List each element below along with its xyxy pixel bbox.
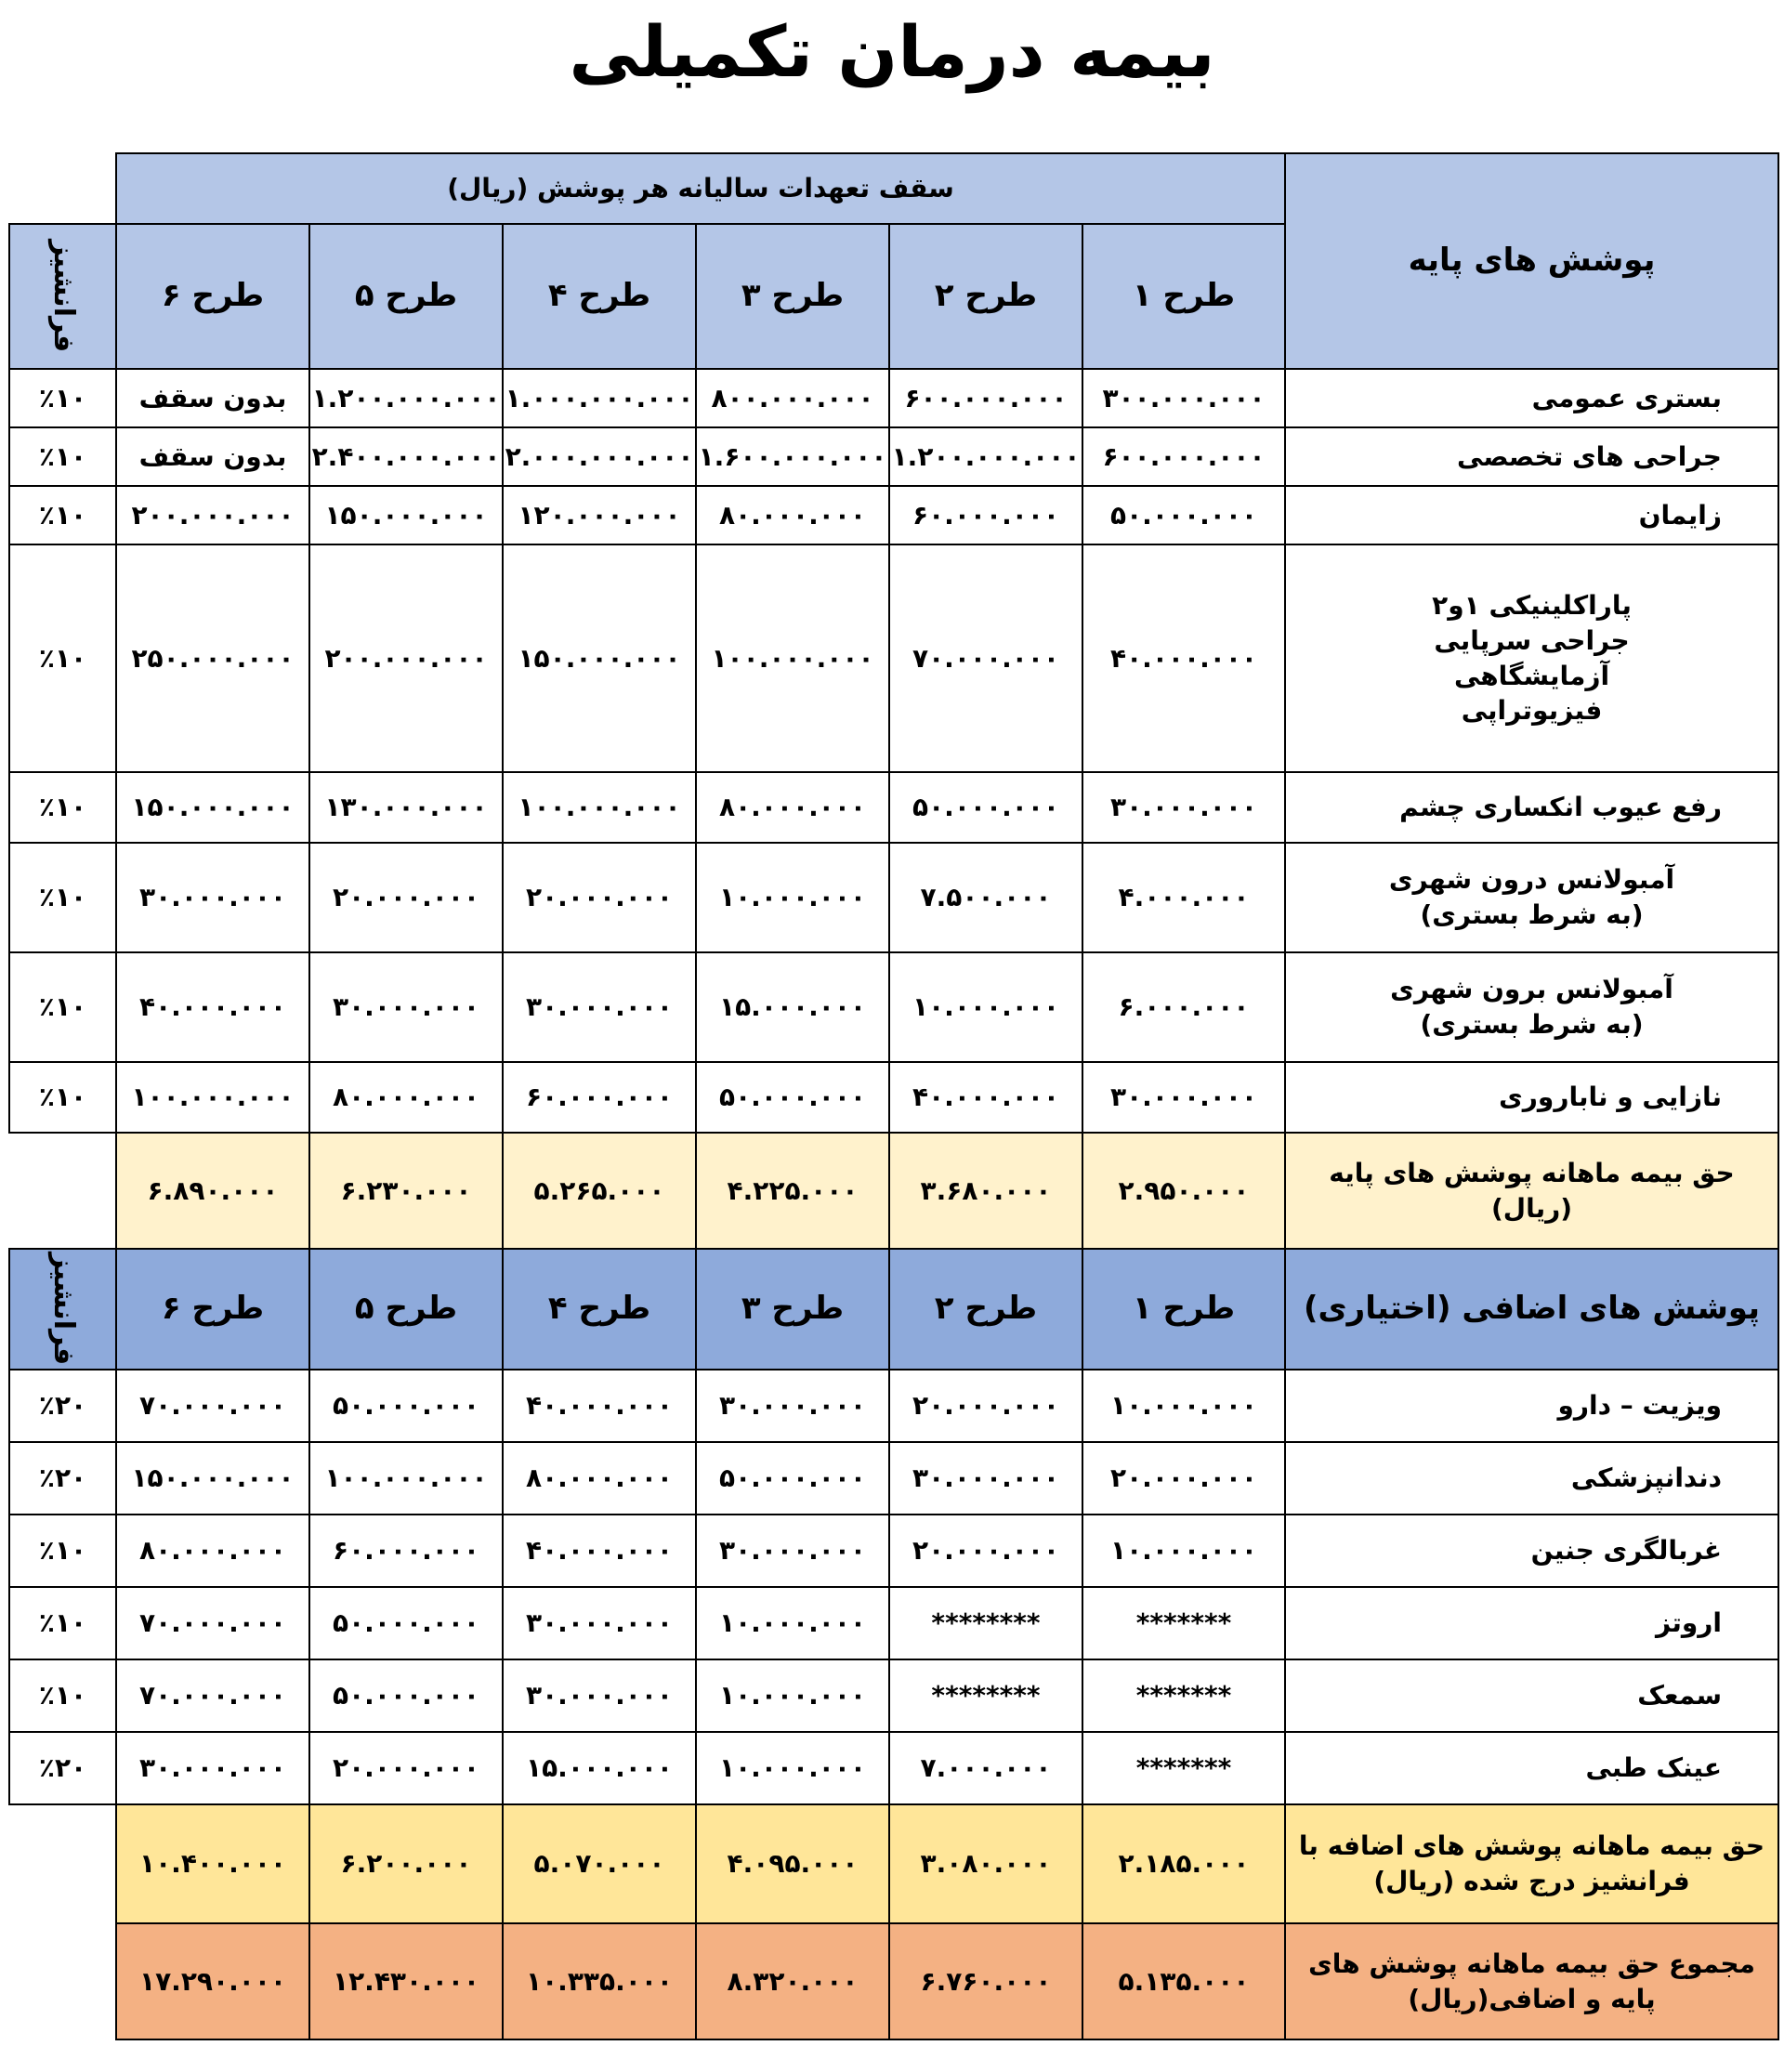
plan-header: طرح ۲ bbox=[888, 223, 1083, 370]
ceiling-value: ۲.۰۰۰.۰۰۰.۰۰۰ bbox=[502, 426, 697, 487]
ceiling-value: ۱۰.۰۰۰.۰۰۰ bbox=[1082, 1369, 1286, 1443]
franchise-value: ٪۱۰ bbox=[8, 771, 117, 844]
extra-premium-value: ۳.۰۸۰.۰۰۰ bbox=[888, 1803, 1083, 1924]
coverage-name bbox=[1284, 1061, 1779, 1134]
franchise-value: ٪۱۰ bbox=[8, 1586, 117, 1660]
total-premium-label-line: پایه و اضافی(ریال) bbox=[1408, 1983, 1656, 2014]
ceiling-value: ۶۰.۰۰۰.۰۰۰ bbox=[888, 485, 1083, 545]
coverage-name: دندانپزشکی bbox=[1284, 1441, 1779, 1515]
ceiling-value: ۲۰.۰۰۰.۰۰۰ bbox=[888, 1514, 1083, 1588]
franchise-value: ٪۱۰ bbox=[8, 1659, 117, 1733]
ceiling-value: ۷۰.۰۰۰.۰۰۰ bbox=[115, 1586, 310, 1660]
ceiling-value: ۱۰۰.۰۰۰.۰۰۰ bbox=[115, 1061, 310, 1134]
total-premium-value: ۱۰.۳۳۵.۰۰۰ bbox=[502, 1922, 697, 2040]
ceiling-value: ۱۵۰.۰۰۰.۰۰۰ bbox=[115, 771, 310, 844]
ceiling-value: ۸۰.۰۰۰.۰۰۰ bbox=[502, 1441, 697, 1515]
franchise-value: ٪۱۰ bbox=[8, 951, 117, 1063]
ceiling-value: ۱۰۰.۰۰۰.۰۰۰ bbox=[502, 771, 697, 844]
coverage-name-line: آزمایشگاهی bbox=[1453, 660, 1610, 691]
base-premium-value: ۶.۲۳۰.۰۰۰ bbox=[308, 1132, 504, 1250]
ceiling-value: ۴۰.۰۰۰.۰۰۰ bbox=[115, 951, 310, 1063]
plan-header: طرح ۳ bbox=[695, 1248, 890, 1370]
ceiling-value: ۴۰.۰۰۰.۰۰۰ bbox=[502, 1369, 697, 1443]
plan-header: طرح ۴ bbox=[502, 1248, 697, 1370]
coverage-name: غربالگری جنین bbox=[1284, 1514, 1779, 1588]
ceiling-value: ******** bbox=[888, 1586, 1083, 1660]
ceiling-value: ۲۰.۰۰۰.۰۰۰ bbox=[308, 842, 504, 953]
coverage-name-line: بستری عمومی bbox=[1531, 382, 1722, 413]
coverage-name-line: (به شرط بستری) bbox=[1420, 1009, 1644, 1040]
ceiling-value: ۱۵۰.۰۰۰.۰۰۰ bbox=[308, 485, 504, 545]
coverage-name: سمعک bbox=[1284, 1659, 1779, 1733]
ceiling-value: ۷۰.۰۰۰.۰۰۰ bbox=[888, 544, 1083, 773]
ceiling-value: ۱۲۰.۰۰۰.۰۰۰ bbox=[502, 485, 697, 545]
ceiling-value: ۴.۰۰۰.۰۰۰ bbox=[1082, 842, 1286, 953]
ceiling-value: ۴۰.۰۰۰.۰۰۰ bbox=[502, 1514, 697, 1588]
base-coverage-header: پوشش های پایه bbox=[1284, 152, 1779, 370]
ceiling-value: ۵۰.۰۰۰.۰۰۰ bbox=[695, 1441, 890, 1515]
ceiling-value: ******* bbox=[1082, 1659, 1286, 1733]
ceiling-value: بدون سقف bbox=[115, 426, 310, 487]
ceiling-value: ۷۰.۰۰۰.۰۰۰ bbox=[115, 1369, 310, 1443]
ceiling-value: ۳۰.۰۰۰.۰۰۰ bbox=[695, 1369, 890, 1443]
blank-cell bbox=[8, 1803, 117, 1924]
coverage-name bbox=[1284, 485, 1779, 545]
ceiling-value: ۸۰.۰۰۰.۰۰۰ bbox=[695, 771, 890, 844]
coverage-name-line: رفع عیوب انکساری چشم bbox=[1399, 792, 1722, 823]
ceiling-value: ۵۰.۰۰۰.۰۰۰ bbox=[888, 771, 1083, 844]
franchise-header: فرانشیز bbox=[8, 223, 117, 370]
ceiling-value: ******* bbox=[1082, 1586, 1286, 1660]
base-premium-value: ۳.۶۸۰.۰۰۰ bbox=[888, 1132, 1083, 1250]
ceiling-value: ۱۰.۰۰۰.۰۰۰ bbox=[695, 842, 890, 953]
ceiling-header: سقف تعهدات سالیانه هر پوشش (ریال) bbox=[115, 152, 1286, 225]
ceiling-value: ۶.۰۰۰.۰۰۰ bbox=[1082, 951, 1286, 1063]
ceiling-value: ۳۰.۰۰۰.۰۰۰ bbox=[502, 1586, 697, 1660]
extra-premium-label-line: حق بیمه ماهانه پوشش های اضافه با bbox=[1298, 1830, 1765, 1862]
total-premium-value: ۱۷.۲۹۰.۰۰۰ bbox=[115, 1922, 310, 2040]
ceiling-value: ******* bbox=[1082, 1731, 1286, 1805]
base-premium-label bbox=[1284, 1132, 1779, 1250]
plan-header: طرح ۵ bbox=[308, 1248, 504, 1370]
ceiling-value: ۸۰.۰۰۰.۰۰۰ bbox=[308, 1061, 504, 1134]
ceiling-value: ۳۰.۰۰۰.۰۰۰ bbox=[1082, 1061, 1286, 1134]
coverage-name: عینک طبی bbox=[1284, 1731, 1779, 1805]
ceiling-value: ۱.۲۰۰.۰۰۰.۰۰۰ bbox=[888, 426, 1083, 487]
coverage-name bbox=[1284, 771, 1779, 844]
coverage-name-line: جراحی های تخصصی bbox=[1457, 440, 1722, 472]
franchise-value: ٪۱۰ bbox=[8, 426, 117, 487]
coverage-name bbox=[1284, 426, 1779, 487]
coverage-name bbox=[1284, 368, 1779, 428]
ceiling-value: ۸۰.۰۰۰.۰۰۰ bbox=[695, 485, 890, 545]
ceiling-value: ۳۰.۰۰۰.۰۰۰ bbox=[888, 1441, 1083, 1515]
franchise-value: ٪۱۰ bbox=[8, 485, 117, 545]
franchise-value: ٪۱۰ bbox=[8, 544, 117, 773]
franchise-value: ٪۱۰ bbox=[8, 842, 117, 953]
coverage-name-line: نازایی و ناباروری bbox=[1499, 1082, 1722, 1113]
ceiling-value: ۳۰.۰۰۰.۰۰۰ bbox=[115, 842, 310, 953]
ceiling-value: ۷.۰۰۰.۰۰۰ bbox=[888, 1731, 1083, 1805]
plan-header: طرح ۱ bbox=[1082, 223, 1286, 370]
coverage-name-line: آمبولانس برون شهری bbox=[1390, 974, 1673, 1005]
ceiling-value: ۶۰۰.۰۰۰.۰۰۰ bbox=[1082, 426, 1286, 487]
page-title: بیمه درمان تکمیلی bbox=[569, 10, 1215, 93]
total-premium-value: ۸.۳۲۰.۰۰۰ bbox=[695, 1922, 890, 2040]
franchise-value: ٪۲۰ bbox=[8, 1731, 117, 1805]
total-premium-label-line: مجموع حق بیمه ماهانه پوشش های bbox=[1308, 1947, 1755, 1979]
ceiling-value: ۴۰.۰۰۰.۰۰۰ bbox=[1082, 544, 1286, 773]
franchise-value: ٪۲۰ bbox=[8, 1369, 117, 1443]
extra-premium-value: ۱۰.۴۰۰.۰۰۰ bbox=[115, 1803, 310, 1924]
ceiling-value: ۱.۶۰۰.۰۰۰.۰۰۰ bbox=[695, 426, 890, 487]
plan-header: طرح ۶ bbox=[115, 1248, 310, 1370]
ceiling-value: ۳۰.۰۰۰.۰۰۰ bbox=[1082, 771, 1286, 844]
coverage-name-line: فیزیوتراپی bbox=[1461, 695, 1603, 727]
ceiling-value: ۱۰.۰۰۰.۰۰۰ bbox=[695, 1586, 890, 1660]
extra-premium-value: ۲.۱۸۵.۰۰۰ bbox=[1082, 1803, 1286, 1924]
ceiling-value: ۵۰.۰۰۰.۰۰۰ bbox=[695, 1061, 890, 1134]
franchise-value: ٪۲۰ bbox=[8, 1441, 117, 1515]
ceiling-value: ۱۵.۰۰۰.۰۰۰ bbox=[502, 1731, 697, 1805]
ceiling-value: ۱۰.۰۰۰.۰۰۰ bbox=[1082, 1514, 1286, 1588]
ceiling-value: ۲۵۰.۰۰۰.۰۰۰ bbox=[115, 544, 310, 773]
coverage-name bbox=[1284, 842, 1779, 953]
ceiling-value: ۱۵۰.۰۰۰.۰۰۰ bbox=[115, 1441, 310, 1515]
coverage-name: اروتز bbox=[1284, 1586, 1779, 1660]
blank-cell bbox=[8, 1132, 117, 1250]
ceiling-value: ۲۰.۰۰۰.۰۰۰ bbox=[308, 1731, 504, 1805]
plan-header: طرح ۶ bbox=[115, 223, 310, 370]
blank-cell bbox=[8, 1922, 117, 2040]
ceiling-value: ۵۰.۰۰۰.۰۰۰ bbox=[308, 1586, 504, 1660]
ceiling-value: ۱.۲۰۰.۰۰۰.۰۰۰ bbox=[308, 368, 504, 428]
coverage-name-line: جراحی سرپایی bbox=[1434, 624, 1630, 656]
ceiling-value: ۱۵۰.۰۰۰.۰۰۰ bbox=[502, 544, 697, 773]
ceiling-value: ۳۰.۰۰۰.۰۰۰ bbox=[502, 951, 697, 1063]
ceiling-value: ۱۵.۰۰۰.۰۰۰ bbox=[695, 951, 890, 1063]
plan-header: طرح ۵ bbox=[308, 223, 504, 370]
ceiling-value: ۲۰.۰۰۰.۰۰۰ bbox=[1082, 1441, 1286, 1515]
base-premium-value: ۲.۹۵۰.۰۰۰ bbox=[1082, 1132, 1286, 1250]
plan-header: طرح ۴ bbox=[502, 223, 697, 370]
ceiling-value: ۵۰.۰۰۰.۰۰۰ bbox=[308, 1659, 504, 1733]
ceiling-value: ۶۰.۰۰۰.۰۰۰ bbox=[308, 1514, 504, 1588]
coverage-name-line: (به شرط بستری) bbox=[1420, 899, 1644, 930]
franchise-header: فرانشیز bbox=[8, 1248, 117, 1370]
total-premium-value: ۱۲.۴۳۰.۰۰۰ bbox=[308, 1922, 504, 2040]
total-premium-value: ۵.۱۳۵.۰۰۰ bbox=[1082, 1922, 1286, 2040]
plan-header: طرح ۲ bbox=[888, 1248, 1083, 1370]
ceiling-value: ۱۰۰.۰۰۰.۰۰۰ bbox=[308, 1441, 504, 1515]
coverage-name-line: آمبولانس درون شهری bbox=[1388, 864, 1675, 896]
total-premium-label bbox=[1284, 1922, 1779, 2040]
coverage-name bbox=[1284, 951, 1779, 1063]
ceiling-value: ۳۰.۰۰۰.۰۰۰ bbox=[308, 951, 504, 1063]
extra-coverage-header: پوشش های اضافی (اختیاری) bbox=[1284, 1248, 1779, 1370]
ceiling-value: ۲۰.۰۰۰.۰۰۰ bbox=[502, 842, 697, 953]
ceiling-value: ۱۰.۰۰۰.۰۰۰ bbox=[695, 1731, 890, 1805]
franchise-value: ٪۱۰ bbox=[8, 1061, 117, 1134]
ceiling-value: ۶۰.۰۰۰.۰۰۰ bbox=[502, 1061, 697, 1134]
ceiling-value: ۵۰.۰۰۰.۰۰۰ bbox=[1082, 485, 1286, 545]
extra-premium-label-line: فرانشیز درج شده (ریال) bbox=[1373, 1866, 1690, 1896]
ceiling-value: ۷.۵۰۰.۰۰۰ bbox=[888, 842, 1083, 953]
ceiling-value: ******** bbox=[888, 1659, 1083, 1733]
ceiling-value: ۸۰.۰۰۰.۰۰۰ bbox=[115, 1514, 310, 1588]
ceiling-value: ۱۰۰.۰۰۰.۰۰۰ bbox=[695, 544, 890, 773]
ceiling-value: ۱.۰۰۰.۰۰۰.۰۰۰ bbox=[502, 368, 697, 428]
ceiling-value: ۸۰۰.۰۰۰.۰۰۰ bbox=[695, 368, 890, 428]
extra-premium-value: ۴.۰۹۵.۰۰۰ bbox=[695, 1803, 890, 1924]
ceiling-value: ۳۰.۰۰۰.۰۰۰ bbox=[695, 1514, 890, 1588]
base-premium-value: ۴.۲۲۵.۰۰۰ bbox=[695, 1132, 890, 1250]
ceiling-value: ۱۰.۰۰۰.۰۰۰ bbox=[695, 1659, 890, 1733]
ceiling-value: ۴۰.۰۰۰.۰۰۰ bbox=[888, 1061, 1083, 1134]
ceiling-value: ۱۰.۰۰۰.۰۰۰ bbox=[888, 951, 1083, 1063]
base-premium-value: ۶.۸۹۰.۰۰۰ bbox=[115, 1132, 310, 1250]
ceiling-value: ۳۰۰.۰۰۰.۰۰۰ bbox=[1082, 368, 1286, 428]
insurance-table bbox=[9, 153, 1778, 2067]
extra-premium-value: ۵.۰۷۰.۰۰۰ bbox=[502, 1803, 697, 1924]
ceiling-value: بدون سقف bbox=[115, 368, 310, 428]
ceiling-value: ۱۳۰.۰۰۰.۰۰۰ bbox=[308, 771, 504, 844]
ceiling-value: ۳۰.۰۰۰.۰۰۰ bbox=[115, 1731, 310, 1805]
ceiling-value: ۶۰۰.۰۰۰.۰۰۰ bbox=[888, 368, 1083, 428]
franchise-value: ٪۱۰ bbox=[8, 1514, 117, 1588]
base-premium-value: ۵.۲۶۵.۰۰۰ bbox=[502, 1132, 697, 1250]
base-premium-label-line: حق بیمه ماهانه پوشش های پایه bbox=[1329, 1157, 1735, 1188]
plan-header: طرح ۱ bbox=[1082, 1248, 1286, 1370]
coverage-name: ویزیت – دارو bbox=[1284, 1369, 1779, 1443]
ceiling-value: ۲۰.۰۰۰.۰۰۰ bbox=[888, 1369, 1083, 1443]
ceiling-value: ۲.۴۰۰.۰۰۰.۰۰۰ bbox=[308, 426, 504, 487]
extra-premium-label bbox=[1284, 1803, 1779, 1924]
ceiling-value: ۷۰.۰۰۰.۰۰۰ bbox=[115, 1659, 310, 1733]
ceiling-value: ۲۰۰.۰۰۰.۰۰۰ bbox=[115, 485, 310, 545]
ceiling-value: ۲۰۰.۰۰۰.۰۰۰ bbox=[308, 544, 504, 773]
ceiling-value: ۳۰.۰۰۰.۰۰۰ bbox=[502, 1659, 697, 1733]
plan-header: طرح ۳ bbox=[695, 223, 890, 370]
extra-premium-value: ۶.۲۰۰.۰۰۰ bbox=[308, 1803, 504, 1924]
coverage-name-line: پاراکلینیکی ۱و۲ bbox=[1432, 589, 1632, 621]
base-premium-label-line: (ریال) bbox=[1490, 1192, 1573, 1224]
coverage-name-line: زایمان bbox=[1638, 499, 1722, 531]
coverage-name bbox=[1284, 544, 1779, 773]
ceiling-value: ۵۰.۰۰۰.۰۰۰ bbox=[308, 1369, 504, 1443]
total-premium-value: ۶.۷۶۰.۰۰۰ bbox=[888, 1922, 1083, 2040]
franchise-value: ٪۱۰ bbox=[8, 368, 117, 428]
